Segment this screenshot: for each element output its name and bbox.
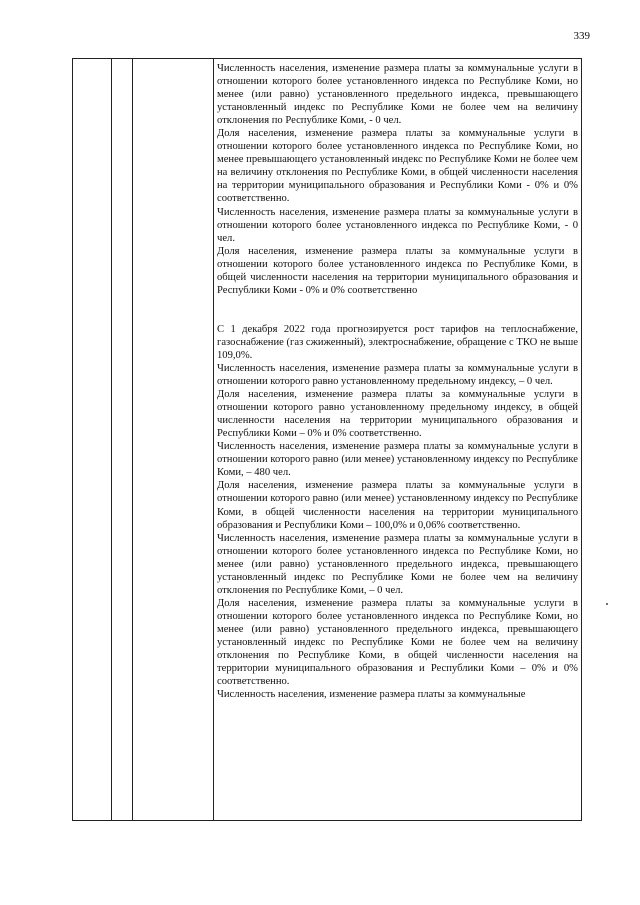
paragraph: Доля населения, изменение размера платы за коммунальные услуги в отношении которого более установленного индекса по Республике Коми, в общей численности населения на территории муниципального образования и Республики Коми - 0% и 0% соответственно <box>217 245 578 296</box>
table-cell-empty-2 <box>112 59 133 821</box>
table-cell-empty-3 <box>133 59 214 821</box>
paragraph: Численность населения, изменение размера платы за коммунальные услуги в отношении которого равно установленному предельному индексу, – 0 чел. <box>217 362 578 388</box>
page-number: 339 <box>573 30 590 42</box>
paragraph-gap <box>217 297 578 323</box>
document-table <box>72 58 582 821</box>
table-row <box>73 59 582 821</box>
paragraph: Доля населения, изменение размера платы за коммунальные услуги в отношении которого более установленного индекса по Республике Коми, но менее превышающего установленный индекс по Республике Коми не более чем на величину отклонения по Республике Коми, в общей численности населения на территории муниципального образования и Республики Коми - 0% и 0% соответственно. <box>217 128 578 205</box>
table-cell-content <box>214 59 582 821</box>
scan-speck <box>606 603 608 605</box>
paragraph: С 1 декабря 2022 года прогнозируется рост тарифов на теплоснабжение, газоснабжение (газ сжиженный), электроснабжение, обращение с ТКО не выше 109,0%. <box>217 323 578 361</box>
paragraph: Численность населения, изменение размера платы за коммунальные услуги в отношении которого более установленного индекса по Республике Коми, но менее (или равно) установленного предельного индекса, превышающего установленный индекс по Республике Коми не более чем на величину отклонения по Республике Коми, – 0 чел. <box>217 532 578 596</box>
paragraph: Численность населения, изменение размера платы за коммунальные услуги в отношении которого равно (или менее) установленному индексу по Республике Коми, – 480 чел. <box>217 441 578 479</box>
paragraph: Численность населения, изменение размера платы за коммунальные <box>217 689 526 701</box>
paragraph: Численность населения, изменение размера платы за коммунальные услуги в отношении которого более установленного индекса по Республике Коми, - 0 чел. <box>217 206 578 244</box>
paragraph: Доля населения, изменение размера платы за коммунальные услуги в отношении которого равно установленному предельному индексу, в общей численности населения на территории муниципального образования и Республики Коми – 0% и 0% соответственно. <box>217 389 578 440</box>
paragraph: Доля населения, изменение размера платы за коммунальные услуги в отношении которого более установленного индекса по Республике Коми, но менее (или равно) установленного предельного индекса, превышающего установленный индекс по Республике Коми не более чем на величину отклонения по Республике Коми, в общей численности населения на территории муниципального образования и Республики Коми – 0% и 0% соответственно. <box>217 597 578 688</box>
paragraph: Доля населения, изменение размера платы за коммунальные услуги в отношении которого равно (или менее) установленному индексу по Республике Коми, в общей численности населения на территории муниципального образования и Республики Коми – 100,0% и 0,06% соответственно. <box>217 480 578 531</box>
paragraph: Численность населения, изменение размера платы за коммунальные услуги в отношении которого более установленного индекса по Республике Коми, но менее (или равно) установленного предельного индекса, превышающего установленный индекс по Республике Коми не более чем на величину отклонения по Республике Коми, - 0 чел. <box>217 63 578 127</box>
table-cell-empty-1 <box>73 59 112 821</box>
